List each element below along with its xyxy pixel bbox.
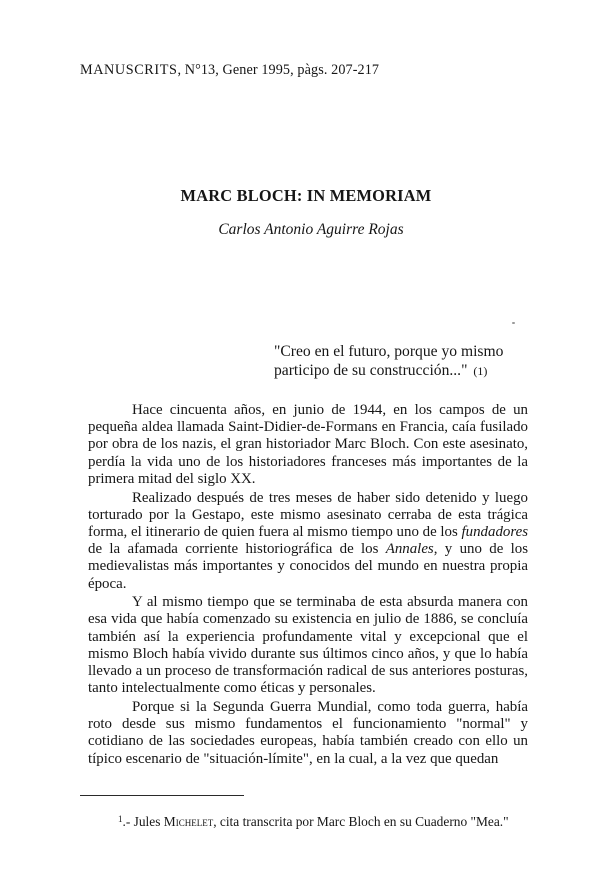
journal-issue-info: , N°13, Gener 1995, pàgs. 207-217 <box>177 62 380 78</box>
journal-header <box>80 62 379 79</box>
paragraph-2 <box>88 490 528 593</box>
paragraph-2-emphasis-2: Annales <box>385 541 434 558</box>
paragraph-1: Hace cincuenta años, en junio de 1944, en los campos de un pequeña aldea llamada Saint-Didier-de-Formans en Francia, caía fusilado por obra de los nazis, el gran historiador Marc Bloch. Con este asesinato, perdía la vida uno de los historiadores franceses más importantes de la primera mitad del siglo XX. <box>88 402 528 487</box>
article-title: MARC BLOCH: IN MEMORIAM <box>180 186 432 205</box>
paragraph-2-emphasis-1: fundadores <box>461 523 528 540</box>
epigraph-note-ref: (1) <box>473 364 488 378</box>
paragraph-2-part-2: de la afamada corriente historiográfica de los <box>88 541 386 558</box>
journal-name: MANUSCRITS <box>80 62 178 78</box>
paragraph-3: Y al mismo tiempo que se terminaba de esta absurda manera con esa vida que había comenzado su existencia en julio de 1886, se concluía también así la experiencia profundamente vital y excepcional que el mismo Bloch había vivido durante sus últimos cinco años, y que lo había llevado a un proceso de transformación radical de sus anteriores posturas, tanto intelectualmente como éticas y personales. <box>88 594 528 697</box>
scan-speck <box>512 322 515 324</box>
article-author: Carlos Antonio Aguirre Rojas <box>218 221 404 238</box>
footnote-author-name: Michelet <box>163 814 214 829</box>
footnote-number: 1 <box>118 814 123 824</box>
epigraph <box>274 342 544 381</box>
epigraph-text: "Creo en el futuro, porque yo mismo participo de su construcción..." <box>274 343 504 379</box>
footnote-text: , cita transcrita por Marc Bloch en su Cuaderno "Mea." <box>213 814 509 829</box>
paragraph-2-part-3: , y uno de los medievalistas más importantes y conocidos del mundo en nuestra propia época. <box>88 541 529 592</box>
article-body <box>88 402 528 768</box>
footnote-prefix: .- Jules <box>122 814 164 829</box>
paragraph-2-part-1: Realizado después de tres meses de haber sido detenido y luego torturado por la Gestapo, este mismo asesinato cerraba de esta trágica forma, el itinerario de quien fuera al mismo tiempo uno de los <box>88 489 528 540</box>
footnote <box>118 814 509 830</box>
footnote-divider <box>80 795 244 796</box>
paragraph-4: Porque si la Segunda Guerra Mundial, como toda guerra, había roto desde sus mismo fundamentos el funcionamiento "normal" y cotidiano de las sociedades europeas, había también creado con ello un típico escenario de "situación-límite", en la cual, a la vez que quedan <box>88 698 528 767</box>
